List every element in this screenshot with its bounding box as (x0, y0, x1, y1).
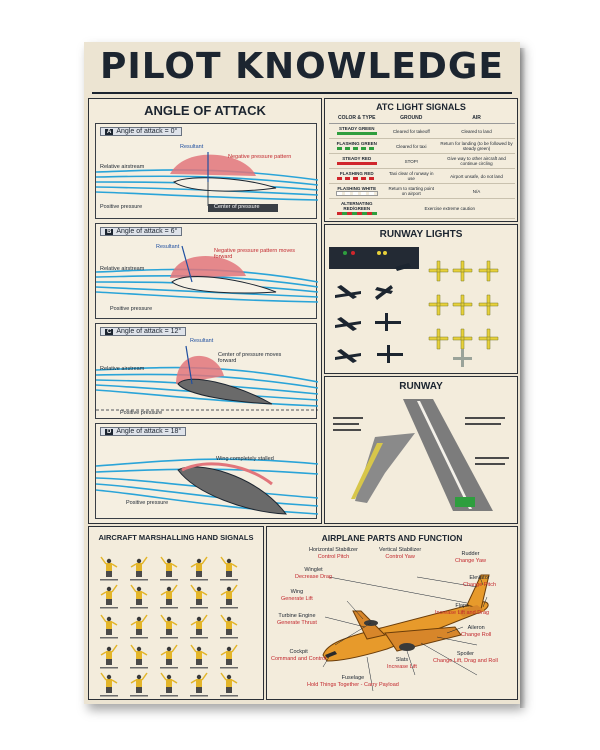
marshaller-figure (160, 645, 178, 669)
aoa-a-resultant: Resultant (180, 144, 204, 150)
atc-row (329, 199, 515, 219)
poster-shadow (520, 48, 526, 708)
aoa-label-b: B Angle of attack = 6° (100, 227, 182, 236)
marshaller-figure (160, 615, 178, 639)
aoa-panel-a (95, 123, 317, 219)
atc-row (329, 184, 515, 199)
part-flaps: Flaps Increase Lift and Drag (435, 603, 490, 616)
atc-row (329, 139, 515, 154)
airplane-parts-panel (266, 526, 518, 700)
poster-title: PILOT KNOWLEDGE (99, 46, 505, 87)
part-vertical-stabilizer: Vertical Stabilizer Control Yaw (379, 547, 422, 560)
atc-header-ground: GROUND (384, 113, 438, 124)
marshaller-figure (100, 645, 118, 669)
atc-ground-meaning: Exercise extreme caution (384, 199, 515, 219)
atc-header-color: COLOR & TYPE (329, 113, 384, 124)
marshaller-figure (130, 557, 148, 581)
atc-light-signals-panel (324, 98, 518, 222)
angle-of-attack-panel (88, 98, 322, 524)
atc-signal-swatch (337, 132, 377, 135)
atc-signal-swatch (337, 192, 377, 195)
atc-air-meaning: Cleared to land (438, 124, 515, 139)
marshaller-figure (190, 557, 208, 581)
part-spoiler: Spoiler Change Lift, Drag and Roll (433, 651, 498, 664)
marshaller-figure (160, 673, 178, 697)
atc-signal-label: FLASHING GREEN (336, 141, 377, 146)
part-aileron: Aileron Change Roll (461, 625, 492, 638)
part-elevator: Elevator Change Pitch (463, 575, 497, 588)
aoa-d-stalled: Wing completely stalled (216, 456, 274, 462)
marshaller-figure (220, 585, 238, 609)
atc-signal-type (329, 154, 384, 169)
atc-ground-meaning: Return to starting point on airport (384, 184, 438, 199)
title-rule (92, 92, 512, 94)
aoa-b-positive-pressure: Positive pressure (110, 306, 153, 312)
atc-signal-type (329, 184, 384, 199)
atc-signal-label: ALTERNATING RED/GREEN (340, 201, 373, 211)
atc-ground-meaning: Taxi clear of runway in use (384, 169, 438, 184)
marshaller-figure (100, 673, 118, 697)
atc-signal-swatch (337, 212, 377, 215)
marshaller-figure (160, 585, 178, 609)
atc-air-meaning: Airport unsafe, do not land (438, 169, 515, 184)
atc-signal-swatch (337, 162, 377, 165)
atc-signal-type (329, 124, 384, 139)
part-fuselage: Fuselage Hold Things Together - Carry Payload (307, 675, 399, 688)
runway-illustration (325, 377, 519, 525)
aoa-panel-b (95, 223, 317, 319)
part-wing: Wing Generate Lift (281, 589, 313, 602)
atc-row (329, 154, 515, 169)
atc-table (329, 113, 515, 219)
marshaller-figure (190, 615, 208, 639)
marshaller-figure (160, 557, 178, 581)
atc-signal-type (329, 169, 384, 184)
aoa-a-positive-pressure: Positive pressure (100, 204, 143, 210)
aoa-c-resultant: Resultant (190, 338, 214, 344)
aoa-panel-c (95, 323, 317, 419)
atc-air-meaning: Return for landing (to be followed by steady green) (438, 139, 515, 154)
marshalling-title: AIRCRAFT MARSHALLING HAND SIGNALS (98, 533, 254, 542)
atc-title: ATC LIGHT SIGNALS (376, 102, 466, 112)
aoa-a-relative-airstream: Relative airstream (100, 164, 145, 170)
atc-signal-label: FLASHING RED (339, 171, 374, 176)
runway-panel (324, 376, 518, 524)
atc-signal-label: FLASHING WHITE (337, 186, 377, 191)
atc-air-meaning: Give way to other aircraft and continue circling (438, 154, 515, 169)
runway-title: RUNWAY (399, 381, 443, 392)
part-cockpit: Cockpit Command and Control (271, 649, 327, 662)
hand-signal-figures (89, 527, 265, 701)
atc-signal-swatch (337, 147, 377, 150)
marshaller-figure (100, 585, 118, 609)
atc-ground-meaning: Cleared for taxi (384, 139, 438, 154)
atc-row (329, 124, 515, 139)
aoa-c-relative-airstream: Relative airstream (100, 366, 145, 372)
atc-ground-meaning: STOP! (384, 154, 438, 169)
aoa-b-relative-airstream: Relative airstream (100, 266, 145, 272)
angle-of-attack-title: ANGLE OF ATTACK (144, 103, 266, 118)
runway-lights-illustrations (325, 225, 519, 375)
atc-signal-type (329, 139, 384, 154)
aoa-b-resultant: Resultant (156, 244, 180, 250)
marshaller-figure (100, 615, 118, 639)
marshaller-figure (130, 585, 148, 609)
part-winglet: Winglet Decrease Drag (295, 567, 332, 580)
marshaller-figure (100, 557, 118, 581)
atc-ground-meaning: Cleared for takeoff (384, 124, 438, 139)
aoa-c-center-pressure: Center of pressure moves forward (218, 352, 282, 364)
atc-signal-label: STEADY RED (342, 156, 372, 161)
aoa-b-negative-pressure: Negative pressure pattern moves forward (214, 248, 296, 260)
poster (84, 42, 520, 704)
part-rudder: Rudder Change Yaw (455, 551, 486, 564)
marshaller-figure (220, 645, 238, 669)
marshaller-figure (220, 615, 238, 639)
atc-row (329, 169, 515, 184)
aoa-label-d: D Angle of attack = 18° (100, 427, 186, 436)
aoa-label-a: A Angle of attack = 0° (100, 127, 182, 136)
aoa-panel-d (95, 423, 317, 519)
atc-signal-swatch (337, 177, 377, 180)
marshaller-figure (190, 645, 208, 669)
marshaller-figure (190, 585, 208, 609)
marshaller-figure (220, 557, 238, 581)
aoa-label-c: C Angle of attack = 12° (100, 327, 186, 336)
part-turbine-engine: Turbine Engine Generate Thrust (277, 613, 317, 626)
atc-air-meaning: N/A (438, 184, 515, 199)
runway-lights-panel (324, 224, 518, 374)
marshaller-figure (220, 673, 238, 697)
aoa-d-positive-pressure: Positive pressure (126, 500, 169, 506)
marshaller-figure (190, 673, 208, 697)
marshaller-figure (130, 615, 148, 639)
marshaller-figure (130, 673, 148, 697)
runway-lights-title: RUNWAY LIGHTS (379, 229, 463, 240)
atc-signal-type (329, 199, 384, 219)
aoa-a-center-pressure: Center of pressure (214, 204, 260, 210)
atc-header-air: AIR (438, 113, 515, 124)
atc-signal-label: STEADY GREEN (339, 126, 375, 131)
part-horizontal-stabilizer: Horizontal Stabilizer Control Pitch (309, 547, 358, 560)
aoa-c-positive-pressure: Positive pressure (120, 410, 163, 416)
airplane-parts-title: AIRPLANE PARTS AND FUNCTION (321, 533, 463, 543)
marshalling-panel (88, 526, 264, 700)
marshaller-figure (130, 645, 148, 669)
part-slats: Slats Increase Lift (387, 657, 417, 670)
aoa-a-negative-pressure: Negative pressure pattern (228, 154, 292, 160)
